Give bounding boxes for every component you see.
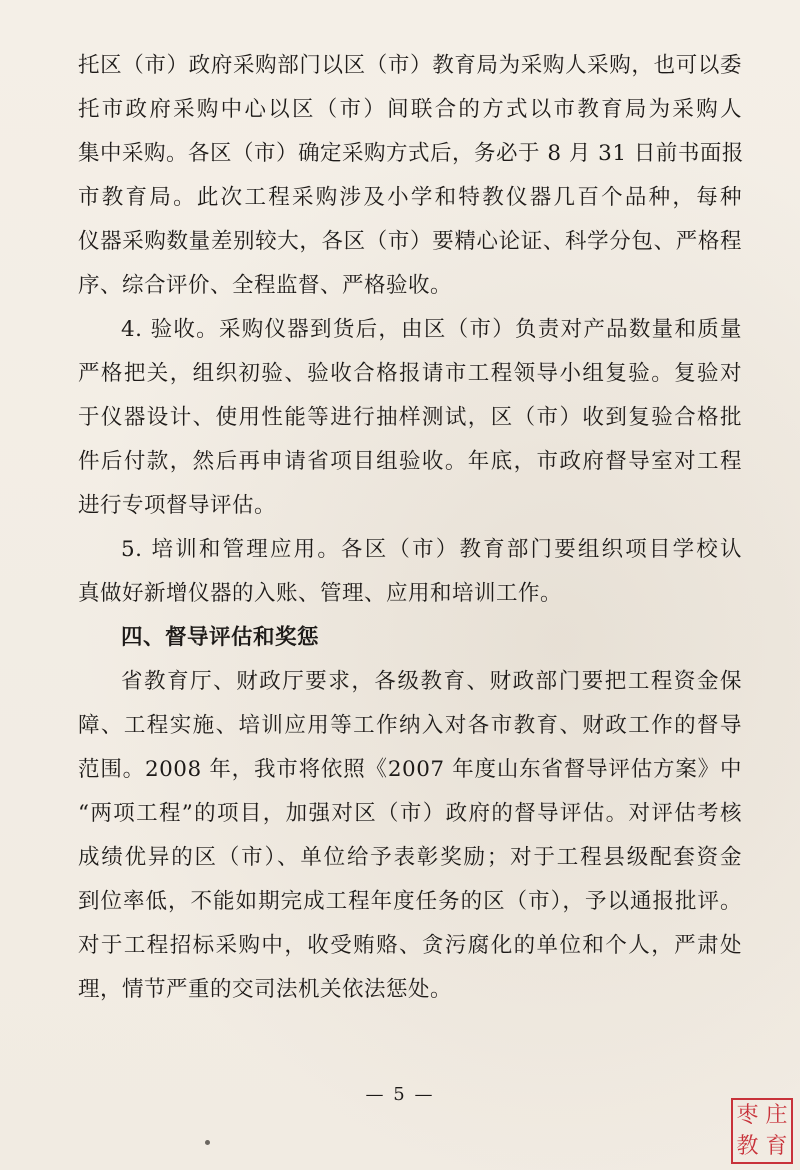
text-line: “两项工程”的项目，加强对区（市）政府的督导评估。对评估考核: [78, 801, 742, 826]
text-line: 仪器采购数量差别较大，各区（市）要精心论证、科学分包、严格程: [78, 229, 742, 254]
text-line: 理，情节严重的交司法机关依法惩处。: [78, 977, 453, 1002]
heading-text: 四、督导评估和奖惩: [121, 625, 320, 650]
text-line: 省教育厅、财政厅要求，各级教育、财政部门要把工程资金保: [121, 669, 742, 694]
seal-char: 庄: [765, 1102, 788, 1128]
text-line: 市教育局。此次工程采购涉及小学和特教仪器几百个品种，每种: [78, 185, 742, 210]
text-line: 范围。2008 年，我市将依照《2007 年度山东省督导评估方案》中: [78, 757, 742, 782]
document-body: [78, 44, 742, 1012]
text-line: 件后付款，然后再申请省项目组验收。年底，市政府督导室对工程: [78, 449, 742, 474]
text-line: 4. 验收。采购仪器到货后，由区（市）负责对产品数量和质量: [121, 317, 742, 342]
section-heading: [78, 616, 742, 660]
paragraph: [78, 44, 742, 308]
text-line: 托区（市）政府采购部门以区（市）教育局为采购人采购，也可以委: [78, 53, 742, 78]
text-line: 于仪器设计、使用性能等进行抽样测试，区（市）收到复验合格批: [78, 405, 742, 430]
seal-char: 教: [736, 1133, 759, 1159]
seal-char: 枣: [736, 1102, 759, 1128]
text-line: 对于工程招标采购中，收受贿赂、贪污腐化的单位和个人，严肃处: [78, 933, 742, 958]
paragraph: [78, 528, 742, 616]
paragraph: [78, 308, 742, 528]
text-line: 序、综合评价、全程监督、严格验收。: [78, 273, 453, 298]
text-line: 集中采购。各区（市）确定采购方式后，务必于 8 月 31 日前书面报: [78, 141, 744, 166]
page-number: — 5 —: [365, 1084, 435, 1105]
paper-speck: [205, 1140, 210, 1145]
text-line: 真做好新增仪器的入账、管理、应用和培训工作。: [78, 581, 563, 606]
text-line: 进行专项督导评估。: [78, 493, 277, 518]
red-seal-stamp: [731, 1098, 793, 1164]
text-line: 严格把关，组织初验、验收合格报请市工程领导小组复验。复验对: [78, 361, 742, 386]
text-line: 5. 培训和管理应用。各区（市）教育部门要组织项目学校认: [121, 537, 742, 562]
text-line: 成绩优异的区（市）、单位给予表彰奖励；对于工程县级配套资金: [78, 845, 742, 870]
seal-char: 育: [765, 1133, 788, 1159]
paragraph: [78, 660, 742, 1012]
text-line: 托市政府采购中心以区（市）间联合的方式以市教育局为采购人: [78, 97, 742, 122]
text-line: 到位率低，不能如期完成工程年度任务的区（市），予以通报批评。: [78, 889, 742, 914]
text-line: 障、工程实施、培训应用等工作纳入对各市教育、财政工作的督导: [78, 713, 742, 738]
